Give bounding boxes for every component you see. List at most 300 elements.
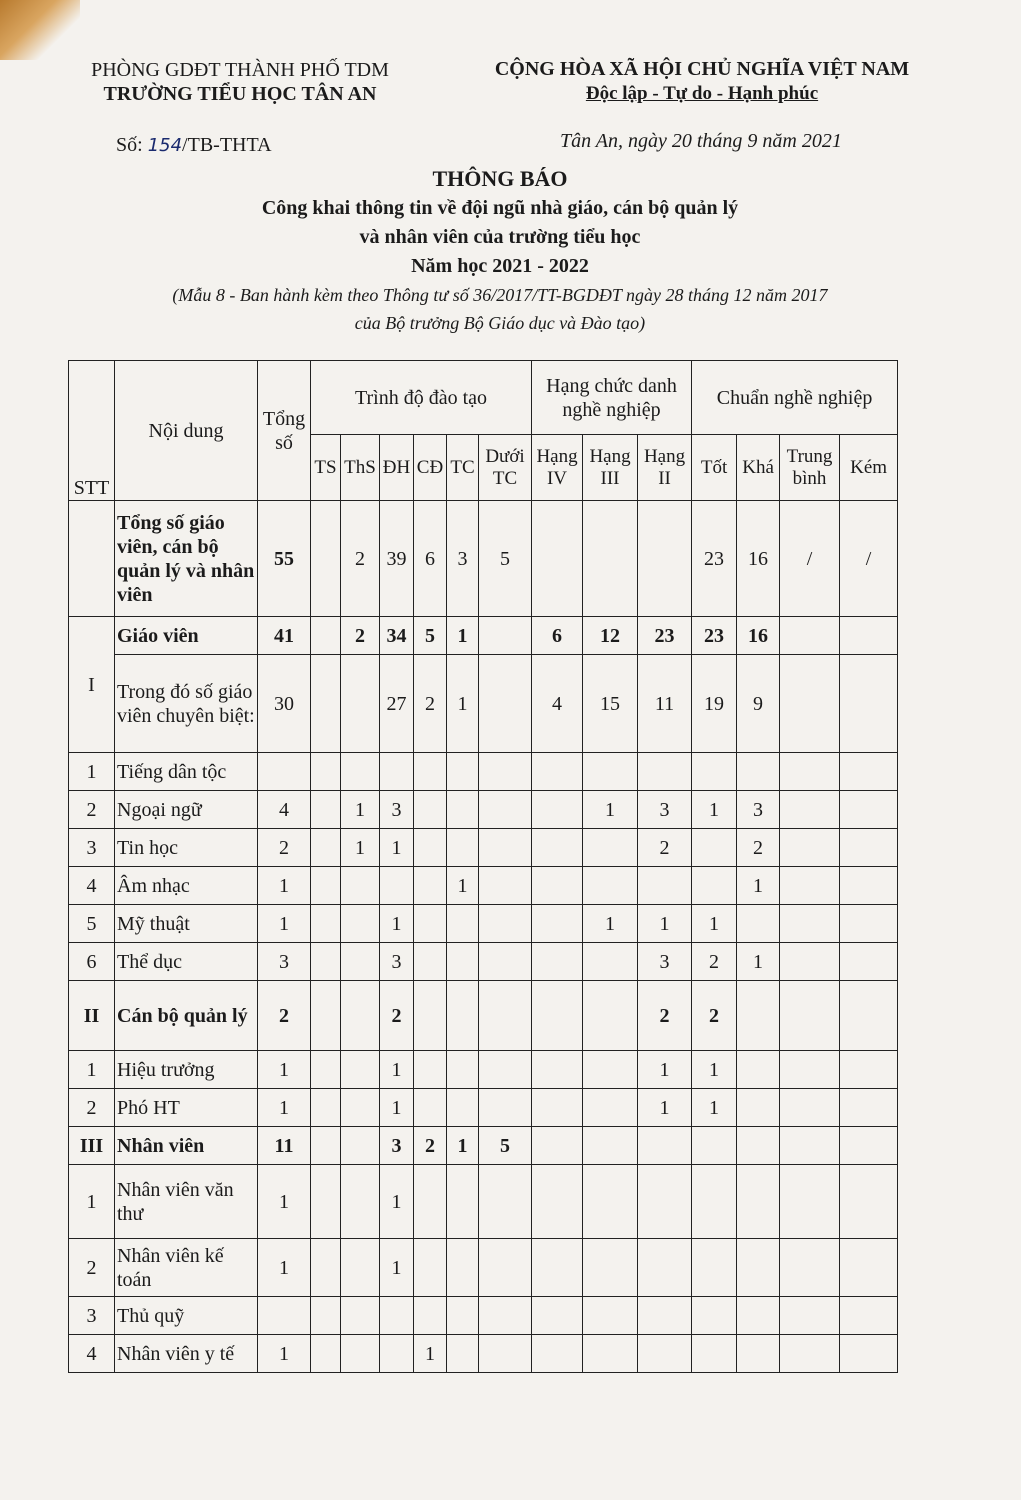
row-value — [341, 1089, 380, 1127]
row-stt: 1 — [69, 1051, 115, 1089]
row-value: 3 — [380, 791, 414, 829]
row-value: 39 — [380, 501, 414, 617]
document-date: Tân An, ngày 20 tháng 9 năm 2021 — [560, 130, 842, 152]
row-label: Nhân viên văn thư — [115, 1165, 258, 1239]
row-value — [479, 791, 532, 829]
row-value — [780, 829, 840, 867]
row-value — [447, 829, 479, 867]
row-value: 23 — [692, 617, 737, 655]
row-value — [341, 1127, 380, 1165]
row-value — [447, 981, 479, 1051]
row-value: 1 — [638, 1051, 692, 1089]
row-value — [780, 791, 840, 829]
table-row — [69, 1127, 898, 1165]
row-value — [583, 867, 638, 905]
row-value: 1 — [737, 943, 780, 981]
row-value — [780, 1051, 840, 1089]
row-value: 3 — [380, 943, 414, 981]
row-value: 3 — [638, 943, 692, 981]
row-value — [414, 753, 447, 791]
row-value — [840, 943, 898, 981]
row-value — [258, 753, 311, 791]
header-trinh-do-dao-tao: Trình độ đào tạo — [311, 361, 532, 435]
row-stt: 1 — [69, 753, 115, 791]
header-hang-chuc-danh: Hạng chức danh nghề nghiệp — [532, 361, 692, 435]
row-value: 1 — [258, 867, 311, 905]
row-label: Thủ quỹ — [115, 1297, 258, 1335]
row-value — [447, 1335, 479, 1373]
row-value: 1 — [638, 905, 692, 943]
row-value — [692, 753, 737, 791]
row-label: Cán bộ quản lý — [115, 981, 258, 1051]
row-value — [840, 1127, 898, 1165]
row-value: 2 — [737, 829, 780, 867]
row-value: 2 — [414, 655, 447, 753]
row-value — [840, 617, 898, 655]
row-value: 2 — [341, 501, 380, 617]
row-value — [692, 1165, 737, 1239]
row-value — [311, 1165, 341, 1239]
row-value — [479, 829, 532, 867]
row-label: Trong đó số giáo viên chuyên biệt: — [115, 655, 258, 753]
row-value — [692, 1239, 737, 1297]
row-value: 2 — [692, 981, 737, 1051]
row-value: 4 — [532, 655, 583, 753]
row-value — [311, 1089, 341, 1127]
row-value — [479, 1165, 532, 1239]
row-value — [341, 867, 380, 905]
row-value — [780, 981, 840, 1051]
row-stt: 6 — [69, 943, 115, 981]
row-value — [311, 655, 341, 753]
row-value — [311, 943, 341, 981]
row-value: 11 — [638, 655, 692, 753]
row-stt: 2 — [69, 1239, 115, 1297]
row-value — [583, 1239, 638, 1297]
row-value — [840, 905, 898, 943]
row-value — [840, 1089, 898, 1127]
row-value — [479, 655, 532, 753]
row-value — [414, 1239, 447, 1297]
row-value — [737, 1127, 780, 1165]
staff-statistics-table — [68, 360, 898, 1373]
row-value — [583, 501, 638, 617]
row-value: 55 — [258, 501, 311, 617]
row-value — [638, 867, 692, 905]
row-value: 5 — [479, 1127, 532, 1165]
row-value — [780, 1089, 840, 1127]
row-value: / — [840, 501, 898, 617]
row-value — [583, 943, 638, 981]
row-value — [583, 1127, 638, 1165]
row-value — [532, 829, 583, 867]
document-number-prefix: Số: — [116, 134, 148, 156]
row-value — [479, 1239, 532, 1297]
row-stt — [69, 501, 115, 617]
row-value — [380, 1297, 414, 1335]
row-value: 1 — [258, 1165, 311, 1239]
row-value — [840, 753, 898, 791]
row-label: Phó HT — [115, 1089, 258, 1127]
row-value — [311, 905, 341, 943]
row-value: 1 — [447, 1127, 479, 1165]
row-value — [737, 753, 780, 791]
row-value — [311, 617, 341, 655]
row-label: Nhân viên — [115, 1127, 258, 1165]
row-label: Mỹ thuật — [115, 905, 258, 943]
row-value: 1 — [692, 1089, 737, 1127]
row-value — [583, 1165, 638, 1239]
row-value — [479, 1089, 532, 1127]
row-value — [414, 981, 447, 1051]
row-value — [737, 1165, 780, 1239]
row-value: 15 — [583, 655, 638, 753]
header-kem: Kém — [840, 435, 898, 501]
header-hang-iv: Hạng IV — [532, 435, 583, 501]
row-value — [780, 943, 840, 981]
row-value: 19 — [692, 655, 737, 753]
row-stt: 2 — [69, 791, 115, 829]
document-number — [116, 134, 272, 157]
header-kha: Khá — [737, 435, 780, 501]
row-value — [840, 867, 898, 905]
row-value — [311, 1335, 341, 1373]
row-value: 23 — [692, 501, 737, 617]
row-value: 1 — [638, 1089, 692, 1127]
row-value — [414, 905, 447, 943]
header-chuan-nghe-nghiep: Chuẩn nghề nghiệp — [692, 361, 898, 435]
row-value — [780, 905, 840, 943]
row-value: 5 — [479, 501, 532, 617]
row-value — [479, 753, 532, 791]
row-value — [341, 1297, 380, 1335]
table-row — [69, 501, 898, 617]
row-value: 1 — [380, 829, 414, 867]
document-number-handwritten: 154 — [147, 135, 183, 156]
row-value — [311, 867, 341, 905]
row-value: 3 — [737, 791, 780, 829]
row-value: 34 — [380, 617, 414, 655]
row-label: Thể dục — [115, 943, 258, 981]
header-hang-ii: Hạng II — [638, 435, 692, 501]
row-value — [414, 943, 447, 981]
row-value — [479, 943, 532, 981]
row-value — [532, 1127, 583, 1165]
row-value — [840, 829, 898, 867]
row-value: 1 — [447, 617, 479, 655]
row-value — [532, 1089, 583, 1127]
row-value — [583, 1335, 638, 1373]
row-value: 9 — [737, 655, 780, 753]
row-value — [341, 1051, 380, 1089]
header-trung-binh: Trung bình — [780, 435, 840, 501]
row-value: 1 — [692, 791, 737, 829]
table-row — [69, 1239, 898, 1297]
row-value — [311, 981, 341, 1051]
row-value — [479, 1335, 532, 1373]
row-value: 11 — [258, 1127, 311, 1165]
row-value — [737, 1051, 780, 1089]
row-label: Âm nhạc — [115, 867, 258, 905]
row-value: 27 — [380, 655, 414, 753]
row-value — [447, 905, 479, 943]
row-value — [737, 1297, 780, 1335]
row-value: 2 — [638, 981, 692, 1051]
row-value — [532, 1165, 583, 1239]
row-value — [737, 1335, 780, 1373]
row-value — [447, 1297, 479, 1335]
row-value — [583, 829, 638, 867]
row-value — [638, 1127, 692, 1165]
row-value — [447, 943, 479, 981]
row-value — [840, 791, 898, 829]
row-value — [638, 1297, 692, 1335]
row-value — [532, 1239, 583, 1297]
header-tc: TC — [447, 435, 479, 501]
table-row — [69, 1297, 898, 1335]
row-value: 2 — [414, 1127, 447, 1165]
document-title: THÔNG BÁO — [432, 166, 568, 191]
table-row — [69, 1051, 898, 1089]
row-value — [692, 867, 737, 905]
row-stt: 5 — [69, 905, 115, 943]
row-value: 2 — [380, 981, 414, 1051]
row-value — [447, 1051, 479, 1089]
row-value — [341, 1239, 380, 1297]
row-value — [479, 981, 532, 1051]
row-label: Tổng số giáo viên, cán bộ quản lý và nhân viên — [115, 501, 258, 617]
row-value — [447, 1239, 479, 1297]
row-value — [780, 617, 840, 655]
header-hang-iii: Hạng III — [583, 435, 638, 501]
row-value — [532, 1297, 583, 1335]
row-value — [583, 1089, 638, 1127]
document-number-suffix: /TB-THTA — [182, 134, 272, 156]
row-value — [311, 1051, 341, 1089]
row-label: Tiếng dân tộc — [115, 753, 258, 791]
row-value — [341, 655, 380, 753]
row-value — [414, 1297, 447, 1335]
row-value: 2 — [258, 829, 311, 867]
row-value — [780, 753, 840, 791]
row-value: 5 — [414, 617, 447, 655]
row-stt: 2 — [69, 1089, 115, 1127]
row-stt: 4 — [69, 1335, 115, 1373]
row-value: 1 — [380, 1089, 414, 1127]
row-label: Giáo viên — [115, 617, 258, 655]
row-value: 1 — [341, 829, 380, 867]
row-value — [780, 1335, 840, 1373]
row-value: 1 — [258, 1239, 311, 1297]
row-value: 2 — [692, 943, 737, 981]
row-value — [780, 1239, 840, 1297]
row-value: 1 — [447, 867, 479, 905]
header-tong-so: Tổng số — [258, 361, 311, 501]
row-value — [532, 1335, 583, 1373]
row-value: 12 — [583, 617, 638, 655]
row-value: 1 — [692, 1051, 737, 1089]
row-value — [532, 1051, 583, 1089]
row-value: 6 — [532, 617, 583, 655]
row-value: 1 — [583, 905, 638, 943]
row-value — [311, 1297, 341, 1335]
row-value — [692, 1127, 737, 1165]
title-block — [100, 164, 900, 337]
row-value — [311, 501, 341, 617]
row-value: 3 — [638, 791, 692, 829]
row-value: 1 — [380, 1051, 414, 1089]
country-name: CỘNG HÒA XÃ HỘI CHỦ NGHĨA VIỆT NAM — [494, 58, 910, 80]
header-cd: CĐ — [414, 435, 447, 501]
row-value — [341, 905, 380, 943]
row-value — [414, 1165, 447, 1239]
row-value: / — [780, 501, 840, 617]
row-value: 3 — [447, 501, 479, 617]
row-value — [532, 981, 583, 1051]
table-body — [69, 501, 898, 1373]
row-value — [638, 1239, 692, 1297]
header-noi-dung: Nội dung — [115, 361, 258, 501]
row-value — [840, 1335, 898, 1373]
header-ts: TS — [311, 435, 341, 501]
row-value — [692, 1335, 737, 1373]
table-row — [69, 905, 898, 943]
row-stt: 3 — [69, 1297, 115, 1335]
row-stt: 4 — [69, 867, 115, 905]
row-value: 1 — [692, 905, 737, 943]
row-value — [840, 981, 898, 1051]
row-value: 2 — [341, 617, 380, 655]
row-value — [638, 501, 692, 617]
row-value — [380, 1335, 414, 1373]
table-row — [69, 655, 898, 753]
row-value — [840, 1297, 898, 1335]
row-stt: I — [69, 617, 115, 753]
row-value — [532, 867, 583, 905]
row-value — [583, 753, 638, 791]
row-value — [780, 867, 840, 905]
row-value — [780, 655, 840, 753]
school-year: Năm học 2021 - 2022 — [411, 255, 589, 277]
row-value — [311, 791, 341, 829]
header-tot: Tốt — [692, 435, 737, 501]
row-value: 2 — [638, 829, 692, 867]
table-row — [69, 943, 898, 981]
header-stt: STT — [69, 361, 115, 501]
row-value — [341, 1165, 380, 1239]
row-value — [414, 829, 447, 867]
row-value — [341, 943, 380, 981]
table-row — [69, 867, 898, 905]
national-motto: Độc lập - Tự do - Hạnh phúc — [585, 83, 819, 104]
row-label: Ngoại ngữ — [115, 791, 258, 829]
row-value — [638, 753, 692, 791]
row-value — [532, 791, 583, 829]
row-value — [479, 617, 532, 655]
row-value: 1 — [258, 905, 311, 943]
table-row — [69, 753, 898, 791]
row-value — [532, 753, 583, 791]
form-note-line2: của Bộ trưởng Bộ Giáo dục và Đào tạo) — [354, 313, 646, 333]
row-value — [638, 1165, 692, 1239]
row-value: 1 — [258, 1335, 311, 1373]
row-value: 16 — [737, 617, 780, 655]
row-value — [532, 501, 583, 617]
row-value — [414, 867, 447, 905]
row-value — [780, 1297, 840, 1335]
row-value — [737, 981, 780, 1051]
row-label: Tin học — [115, 829, 258, 867]
row-value: 1 — [258, 1051, 311, 1089]
row-value — [532, 943, 583, 981]
row-value — [840, 1165, 898, 1239]
table-row — [69, 617, 898, 655]
row-value — [311, 753, 341, 791]
row-value — [583, 1297, 638, 1335]
form-note-line1: (Mẫu 8 - Ban hành kèm theo Thông tư số 36/2017/TT-BGDĐT ngày 28 tháng 12 năm 2017 — [172, 285, 828, 305]
row-value: 30 — [258, 655, 311, 753]
row-value — [380, 867, 414, 905]
row-value — [692, 829, 737, 867]
issuer-header — [60, 58, 420, 106]
header-ths: ThS — [341, 435, 380, 501]
table-row — [69, 1165, 898, 1239]
row-value: 1 — [341, 791, 380, 829]
row-value — [447, 1089, 479, 1127]
row-value — [840, 1051, 898, 1089]
row-value: 6 — [414, 501, 447, 617]
row-value: 1 — [258, 1089, 311, 1127]
row-value: 1 — [737, 867, 780, 905]
row-value — [341, 753, 380, 791]
row-value — [311, 1239, 341, 1297]
department-name: PHÒNG GDĐT THÀNH PHỐ TDM — [91, 59, 389, 81]
row-value — [414, 1051, 447, 1089]
row-value: 1 — [447, 655, 479, 753]
row-value — [311, 1127, 341, 1165]
row-stt: 1 — [69, 1165, 115, 1239]
row-value — [737, 1089, 780, 1127]
row-stt: II — [69, 981, 115, 1051]
row-value — [583, 981, 638, 1051]
row-value — [258, 1297, 311, 1335]
row-value — [479, 905, 532, 943]
paper-corner-shadow — [0, 0, 80, 60]
row-value — [737, 905, 780, 943]
row-label: Nhân viên y tế — [115, 1335, 258, 1373]
row-value — [311, 829, 341, 867]
row-value: 3 — [380, 1127, 414, 1165]
row-value — [479, 1297, 532, 1335]
row-value: 16 — [737, 501, 780, 617]
row-value: 1 — [380, 905, 414, 943]
school-name: TRƯỜNG TIỂU HỌC TÂN AN — [103, 83, 377, 105]
row-value: 1 — [380, 1239, 414, 1297]
row-value: 3 — [258, 943, 311, 981]
row-value: 1 — [414, 1335, 447, 1373]
row-value — [414, 1089, 447, 1127]
row-value — [780, 1165, 840, 1239]
row-label: Nhân viên kế toán — [115, 1239, 258, 1297]
row-value — [840, 655, 898, 753]
table-row — [69, 791, 898, 829]
row-value — [583, 1051, 638, 1089]
row-value — [737, 1239, 780, 1297]
row-value — [447, 791, 479, 829]
table-row — [69, 1335, 898, 1373]
row-value — [447, 1165, 479, 1239]
document-subtitle-line1: Công khai thông tin về đội ngũ nhà giáo, cán bộ quản lý — [261, 197, 739, 219]
